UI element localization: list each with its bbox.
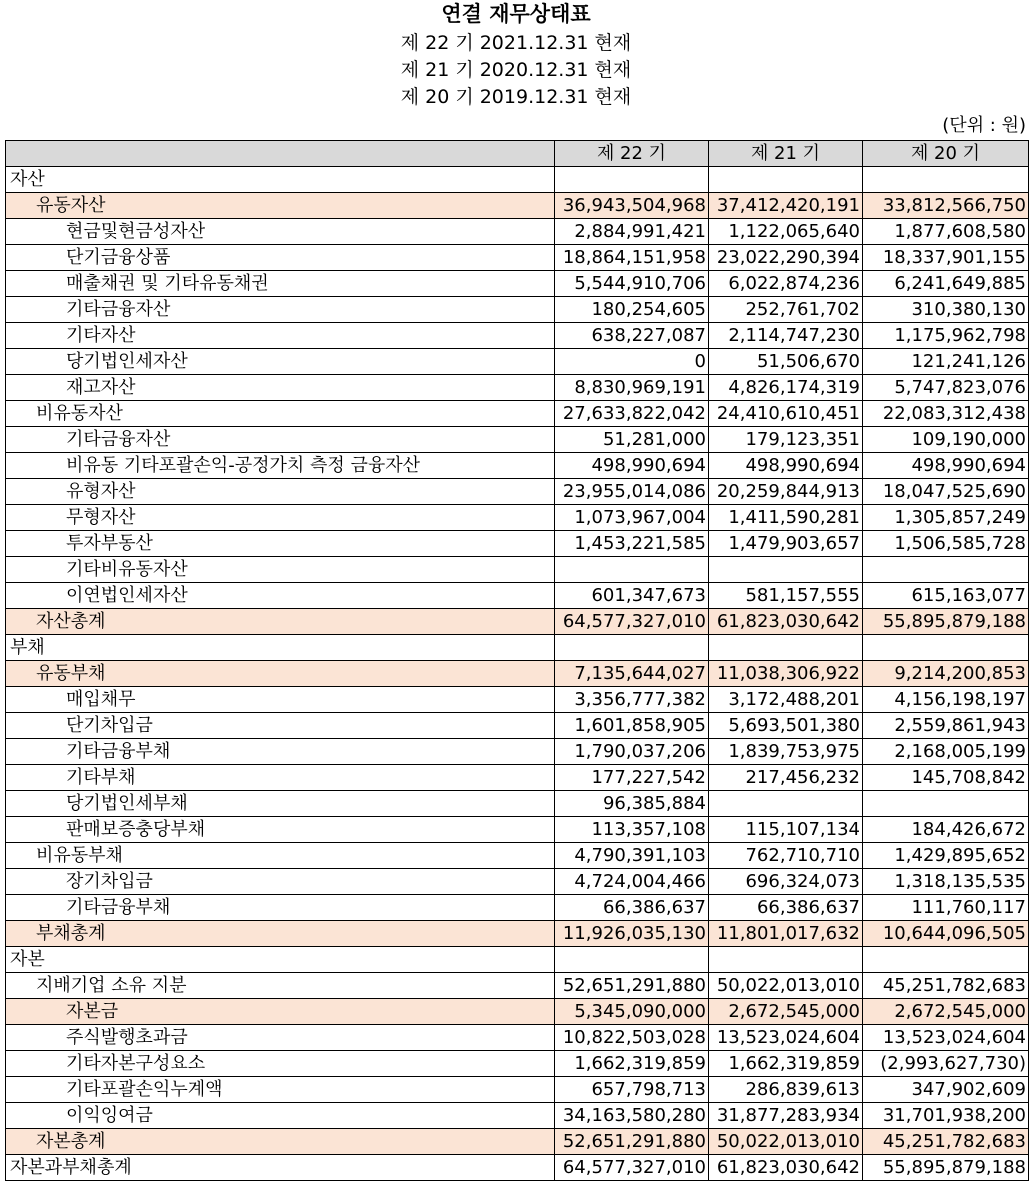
row-label: 기타자산 [6,323,555,349]
table-row [6,245,1029,271]
value-period-22: 96,385,884 [555,791,709,817]
table-row [6,921,1029,947]
table-row [6,271,1029,297]
row-label: 현금및현금성자산 [6,219,555,245]
value-period-20: 33,812,566,750 [863,193,1029,219]
value-period-21: 1,839,753,975 [709,739,863,765]
value-period-21: 498,990,694 [709,453,863,479]
row-label: 단기금융상품 [6,245,555,271]
value-period-20: 5,747,823,076 [863,375,1029,401]
value-period-22: 18,864,151,958 [555,245,709,271]
table-row [6,453,1029,479]
value-period-21 [709,791,863,817]
value-period-21: 31,877,283,934 [709,1103,863,1129]
row-label: 자본금 [6,999,555,1025]
value-period-22: 1,073,967,004 [555,505,709,531]
value-period-21: 5,693,501,380 [709,713,863,739]
value-period-22: 2,884,991,421 [555,219,709,245]
value-period-20 [863,167,1029,193]
row-label: 비유동부채 [6,843,555,869]
table-row [6,1025,1029,1051]
value-period-21: 50,022,013,010 [709,973,863,999]
table-row [6,791,1029,817]
row-label: 기타금융자산 [6,427,555,453]
value-period-20: 1,318,135,535 [863,869,1029,895]
value-period-21: 61,823,030,642 [709,1155,863,1181]
value-period-20: 1,305,857,249 [863,505,1029,531]
table-row [6,973,1029,999]
value-period-21: 115,107,134 [709,817,863,843]
table-row [6,401,1029,427]
row-label: 부채 [6,635,555,661]
header-row [6,141,1029,167]
value-period-22 [555,947,709,973]
row-label: 유동자산 [6,193,555,219]
table-row [6,1155,1029,1181]
value-period-20: 45,251,782,683 [863,1129,1029,1155]
row-label: 자본과부채총계 [6,1155,555,1181]
period-line-20: 제 20 기 2019.12.31 현재 [400,86,632,108]
value-period-20: 2,559,861,943 [863,713,1029,739]
value-period-21: 20,259,844,913 [709,479,863,505]
row-label: 기타금융자산 [6,297,555,323]
value-period-22: 1,453,221,585 [555,531,709,557]
row-label: 매입채무 [6,687,555,713]
value-period-20: 18,337,901,155 [863,245,1029,271]
value-period-20 [863,791,1029,817]
value-period-21: 6,022,874,236 [709,271,863,297]
value-period-20: 347,902,609 [863,1077,1029,1103]
value-period-22: 113,357,108 [555,817,709,843]
value-period-21: 61,823,030,642 [709,609,863,635]
table-row [6,843,1029,869]
value-period-21: 2,114,747,230 [709,323,863,349]
value-period-22: 180,254,605 [555,297,709,323]
row-label: 재고자산 [6,375,555,401]
value-period-20: 10,644,096,505 [863,921,1029,947]
value-period-22: 3,356,777,382 [555,687,709,713]
header-label-col [6,141,555,167]
value-period-22: 34,163,580,280 [555,1103,709,1129]
row-label: 매출채권 및 기타유동채권 [6,271,555,297]
row-label: 투자부동산 [6,531,555,557]
table-row [6,713,1029,739]
value-period-21: 11,038,306,922 [709,661,863,687]
value-period-20: 145,708,842 [863,765,1029,791]
value-period-22: 1,601,858,905 [555,713,709,739]
table-row [6,1129,1029,1155]
table-row [6,375,1029,401]
row-label: 비유동자산 [6,401,555,427]
value-period-22: 11,926,035,130 [555,921,709,947]
row-label: 비유동 기타포괄손익-공정가치 측정 금융자산 [6,453,555,479]
table-row [6,817,1029,843]
table-row [6,687,1029,713]
value-period-21: 1,122,065,640 [709,219,863,245]
value-period-20: (2,993,627,730) [863,1051,1029,1077]
table-row [6,349,1029,375]
table-row [6,479,1029,505]
row-label: 부채총계 [6,921,555,947]
value-period-20: 45,251,782,683 [863,973,1029,999]
value-period-22: 8,830,969,191 [555,375,709,401]
value-period-20: 55,895,879,188 [863,1155,1029,1181]
table-row [6,219,1029,245]
value-period-21: 23,022,290,394 [709,245,863,271]
table-row [6,583,1029,609]
value-period-20: 1,429,895,652 [863,843,1029,869]
value-period-20: 13,523,024,604 [863,1025,1029,1051]
value-period-22: 0 [555,349,709,375]
value-period-20: 55,895,879,188 [863,609,1029,635]
value-period-20: 1,175,962,798 [863,323,1029,349]
table-row [6,609,1029,635]
row-label: 무형자산 [6,505,555,531]
row-label: 장기차입금 [6,869,555,895]
value-period-21: 179,123,351 [709,427,863,453]
row-label: 판매보증충당부채 [6,817,555,843]
table-row [6,661,1029,687]
value-period-20: 31,701,938,200 [863,1103,1029,1129]
value-period-21: 66,386,637 [709,895,863,921]
value-period-21: 4,826,174,319 [709,375,863,401]
row-label: 기타비유동자산 [6,557,555,583]
row-label: 자산 [6,167,555,193]
value-period-22 [555,167,709,193]
value-period-21: 286,839,613 [709,1077,863,1103]
value-period-21: 252,761,702 [709,297,863,323]
row-label: 유동부채 [6,661,555,687]
value-period-20 [863,557,1029,583]
row-label: 이익잉여금 [6,1103,555,1129]
header-period-22: 제 22 기 [555,141,709,167]
period-line-21: 제 21 기 2020.12.31 현재 [400,59,632,81]
value-period-20: 18,047,525,690 [863,479,1029,505]
table-row [6,297,1029,323]
row-label: 자본 [6,947,555,973]
value-period-22 [555,557,709,583]
value-period-21: 37,412,420,191 [709,193,863,219]
value-period-22: 64,577,327,010 [555,609,709,635]
value-period-22: 36,943,504,968 [555,193,709,219]
value-period-20: 121,241,126 [863,349,1029,375]
row-label: 기타자본구성요소 [6,1051,555,1077]
unit-label: (단위 : 원) [942,115,1026,136]
table-row [6,505,1029,531]
table-row [6,765,1029,791]
balance-sheet-table [5,140,1029,1181]
table-row [6,557,1029,583]
table-row [6,1077,1029,1103]
value-period-21: 2,672,545,000 [709,999,863,1025]
value-period-21: 1,479,903,657 [709,531,863,557]
table-row [6,869,1029,895]
value-period-22: 498,990,694 [555,453,709,479]
value-period-21: 217,456,232 [709,765,863,791]
table-row [6,635,1029,661]
value-period-20: 2,672,545,000 [863,999,1029,1025]
table-row [6,999,1029,1025]
value-period-21: 1,411,590,281 [709,505,863,531]
value-period-22: 52,651,291,880 [555,973,709,999]
table-row [6,739,1029,765]
row-label: 기타금융부채 [6,739,555,765]
period-line-22: 제 22 기 2021.12.31 현재 [400,32,632,54]
value-period-22: 5,544,910,706 [555,271,709,297]
value-period-21: 762,710,710 [709,843,863,869]
value-period-20: 22,083,312,438 [863,401,1029,427]
value-period-22: 1,790,037,206 [555,739,709,765]
value-period-21: 1,662,319,859 [709,1051,863,1077]
value-period-20: 1,877,608,580 [863,219,1029,245]
value-period-22: 51,281,000 [555,427,709,453]
value-period-21: 13,523,024,604 [709,1025,863,1051]
row-label: 지배기업 소유 지분 [6,973,555,999]
row-label: 기타금융부채 [6,895,555,921]
value-period-22: 4,790,391,103 [555,843,709,869]
header-period-20: 제 20 기 [863,141,1029,167]
value-period-20 [863,635,1029,661]
value-period-22: 1,662,319,859 [555,1051,709,1077]
table-row [6,193,1029,219]
value-period-21 [709,947,863,973]
value-period-21: 50,022,013,010 [709,1129,863,1155]
value-period-20 [863,947,1029,973]
value-period-22 [555,635,709,661]
row-label: 당기법인세자산 [6,349,555,375]
table-row [6,323,1029,349]
row-label: 자본총계 [6,1129,555,1155]
value-period-20: 6,241,649,885 [863,271,1029,297]
table-row [6,1051,1029,1077]
statement-title: 연결 재무상태표 [441,2,591,26]
value-period-21: 11,801,017,632 [709,921,863,947]
value-period-21: 24,410,610,451 [709,401,863,427]
table-row [6,531,1029,557]
table-row [6,1103,1029,1129]
value-period-22: 601,347,673 [555,583,709,609]
row-label: 이연법인세자산 [6,583,555,609]
row-label: 당기법인세부채 [6,791,555,817]
value-period-20: 498,990,694 [863,453,1029,479]
value-period-20: 1,506,585,728 [863,531,1029,557]
row-label: 기타부채 [6,765,555,791]
header-period-21: 제 21 기 [709,141,863,167]
row-label: 주식발행초과금 [6,1025,555,1051]
value-period-22: 638,227,087 [555,323,709,349]
table-row [6,947,1029,973]
value-period-22: 64,577,327,010 [555,1155,709,1181]
table-row [6,427,1029,453]
value-period-22: 5,345,090,000 [555,999,709,1025]
table-row [6,167,1029,193]
value-period-22: 27,633,822,042 [555,401,709,427]
value-period-21: 51,506,670 [709,349,863,375]
value-period-20: 9,214,200,853 [863,661,1029,687]
value-period-21 [709,167,863,193]
row-label: 자산총계 [6,609,555,635]
value-period-22: 66,386,637 [555,895,709,921]
value-period-22: 10,822,503,028 [555,1025,709,1051]
value-period-20: 111,760,117 [863,895,1029,921]
value-period-20: 2,168,005,199 [863,739,1029,765]
value-period-21 [709,557,863,583]
value-period-20: 109,190,000 [863,427,1029,453]
row-label: 단기차입금 [6,713,555,739]
row-label: 기타포괄손익누계액 [6,1077,555,1103]
value-period-22: 4,724,004,466 [555,869,709,895]
table-body [6,167,1029,1181]
value-period-20: 4,156,198,197 [863,687,1029,713]
value-period-20: 615,163,077 [863,583,1029,609]
value-period-22: 7,135,644,027 [555,661,709,687]
table-row [6,895,1029,921]
value-period-20: 310,380,130 [863,297,1029,323]
value-period-21: 3,172,488,201 [709,687,863,713]
row-label: 유형자산 [6,479,555,505]
value-period-22: 23,955,014,086 [555,479,709,505]
value-period-21: 696,324,073 [709,869,863,895]
value-period-21 [709,635,863,661]
value-period-22: 177,227,542 [555,765,709,791]
value-period-21: 581,157,555 [709,583,863,609]
value-period-22: 52,651,291,880 [555,1129,709,1155]
value-period-22: 657,798,713 [555,1077,709,1103]
value-period-20: 184,426,672 [863,817,1029,843]
